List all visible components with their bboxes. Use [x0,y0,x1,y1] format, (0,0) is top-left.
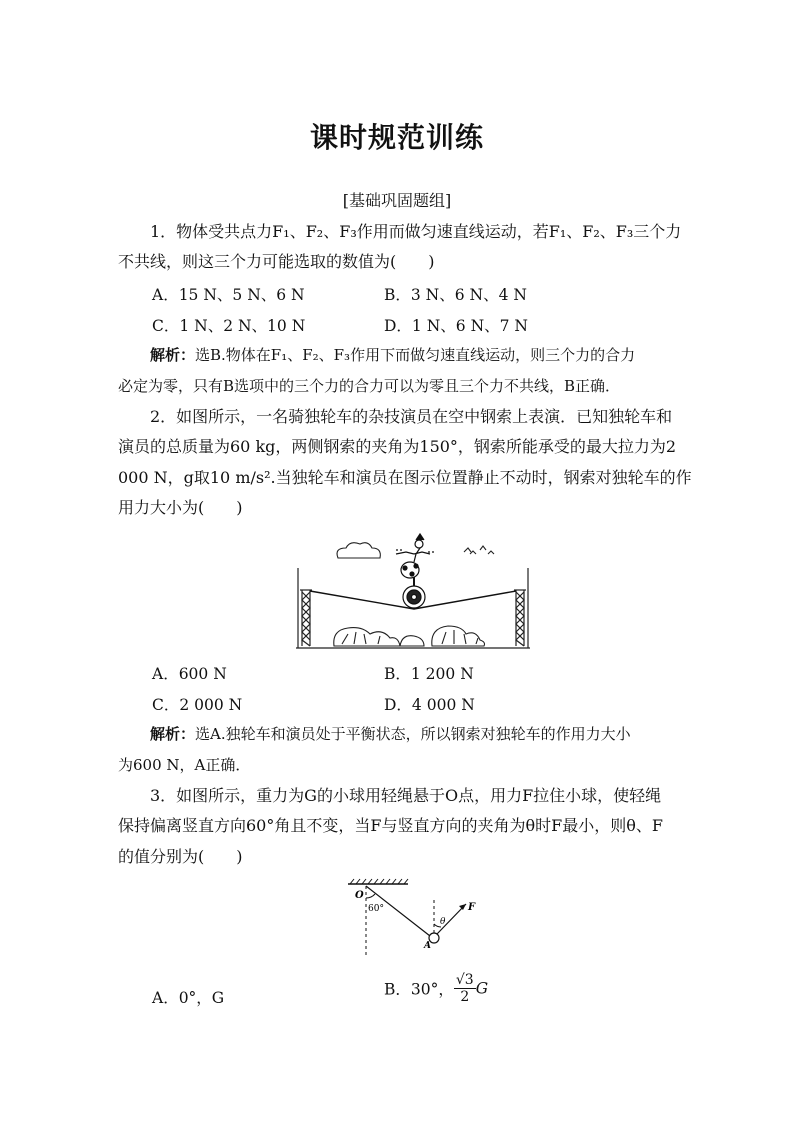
q3-option-b-suffix: G [475,979,489,998]
q3-stem-line1: 3．如图所示，重力为G的小球用轻绳悬于O点，用力F拉住小球，使轻绳 [150,786,662,805]
label-F: F [468,902,476,913]
q1-answer-text: 选B.物体在F₁、F₂、F₃作用下而做匀速直线运动，则三个力的合力 [195,346,636,364]
q2-option-a: A．600 N [152,665,227,683]
birds [464,546,494,554]
unicycle-rider [396,534,436,608]
unicycle-figure [296,530,530,650]
q2-answer-line2: 为600 N，A正确． [118,756,251,774]
left-tower [300,590,312,646]
q1-answer-line1 [150,345,710,365]
force-arrowhead [459,904,466,910]
q2-answer-line1 [150,724,710,744]
q2-stem-line2: 演员的总质量为60 kg，两侧钢索的夹角为150°，钢索所能承受的最大拉力为2 [118,437,677,456]
q1-option-a: A．15 N、5 N、6 N [152,286,305,304]
q3-stem-line2: 保持偏离竖直方向60°角且不变，当F与竖直方向的夹角为θ时F最小，则θ、F [118,816,663,835]
q2-option-d: D．4 000 N [384,696,475,714]
fraction [454,972,476,1005]
q2-answer-text: 选A.独轮车和演员处于平衡状态，所以钢索对独轮车的作用力大小 [195,725,631,743]
cloud-left [337,543,380,558]
q3-option-b-prefix: B．30°， [384,980,454,999]
fraction-denominator: 2 [460,989,470,1005]
section-heading: [基础巩固题组] [342,191,452,210]
bushes [334,626,485,646]
q1-stem-line2: 不共线，则这三个力可能选取的数值为( ) [118,252,435,271]
answer-label: 解析： [150,346,196,364]
label-A: A [424,941,431,951]
right-tower [514,590,526,646]
angle-arc [366,894,375,898]
label-theta: θ [440,917,446,927]
q3-option-b [384,972,488,1005]
pendulum-figure [342,878,482,958]
fraction-numerator: √3 [455,972,474,988]
q3-stem-line3: 的值分别为( ) [118,847,243,866]
q1-option-c: C．1 N、2 N、10 N [152,317,306,335]
q1-option-d: D．1 N、6 N、7 N [384,317,528,335]
q1-stem-line1: 1．物体受共点力F₁、F₂、F₃作用而做匀速直线运动，若F₁、F₂、F₃三个力 [150,222,682,241]
q2-stem-line3: 000 N，g取10 m/s².当独轮车和演员在图示位置静止不动时，钢索对独轮车的作 [118,468,692,487]
label-O: O [355,890,364,901]
q2-stem-line4: 用力大小为( ) [118,498,243,517]
q2-option-c: C．2 000 N [152,696,243,714]
label-angle: 60° [368,904,384,914]
q1-option-b: B．3 N、6 N、4 N [384,286,527,304]
q2-option-b: B．1 200 N [384,665,474,683]
q1-answer-line2: 必定为零，只有B选项中的三个力的合力可以为零且三个力不共线，B正确． [118,377,621,395]
answer-label: 解析： [150,725,196,743]
q3-option-a: A．0°，G [152,989,225,1007]
page-title: 课时规范训练 [309,121,484,154]
q2-stem-line1: 2．如图所示，一名骑独轮车的杂技演员在空中钢索上表演．已知独轮车和 [150,407,673,426]
